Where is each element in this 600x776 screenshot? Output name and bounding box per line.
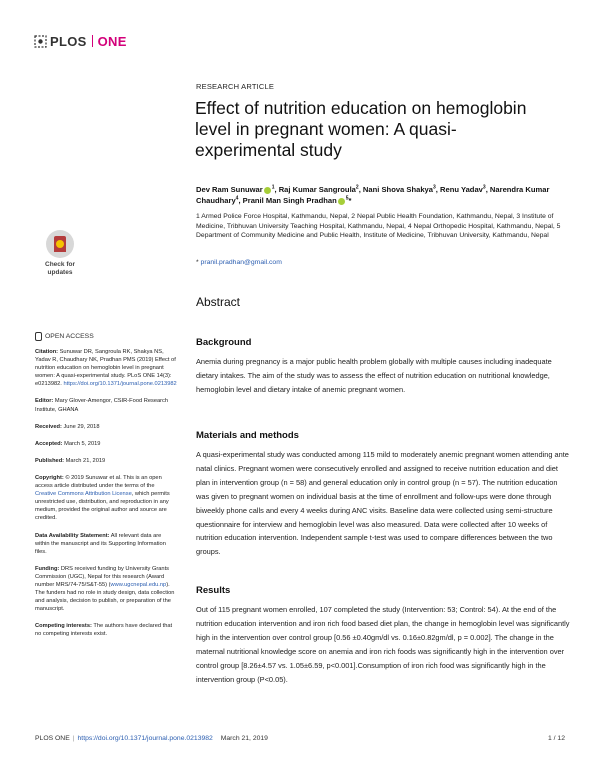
- page-footer: [35, 735, 565, 742]
- copyright-text-cont: , which permits unrestricted use, distribution, and reproduction in any medium, provided the original author and source are credited.: [35, 491, 170, 522]
- logo-divider: [92, 35, 93, 47]
- page-number: 1 / 12: [547, 735, 565, 742]
- abstract-background: [196, 337, 572, 397]
- funding-text: DRS received funding by University Grants Commission (UGC), Nepal for this research (Award number MRS/74-75/S&T-55) (: [35, 565, 170, 588]
- copyright: [35, 474, 177, 523]
- data-availability-label: Data Availability Statement:: [35, 532, 110, 539]
- copyright-label: Copyright:: [35, 474, 64, 481]
- article-title: Effect of nutrition education on hemoglobin level in pregnant women: A quasi-experimental study: [195, 98, 527, 160]
- competing-interests: [35, 622, 177, 638]
- methods-text: A quasi-experimental study was conducted among 115 mild to moderately anemic pregnant women attending ante natal clinics. Pregnant women were consecutively enrolled and assigned to receive nutrition education and diet plan in intervention group (n = 58) and general education only in control group (n = 57). The nutrition education was given to pregnant women on individual basis at the time of enrollment and follow-ups were done through biweekly phone calls and every 4 weeks during ANC visits. Baseline data were collected using semi-structure questionnaire for interview and hemoglobin level was also measured. Data were collected after 10 weeks of nutrition education intervention. Independent sample t-test was used to compare differences between the two groups.: [196, 450, 569, 557]
- article-info-sidebar: [35, 348, 177, 648]
- footer-journal: PLOS ONE: [35, 735, 70, 742]
- accepted: [35, 440, 177, 448]
- competing-label: Competing interests:: [35, 623, 92, 630]
- open-access-text: OPEN ACCESS: [45, 333, 94, 340]
- funding-label: Funding:: [35, 565, 60, 572]
- citation-text: Sunuwar DR, Sangroula RK, Shakya NS, Yadav R, Chaudhary NK, Pradhan PMS (2019) Effect of nutrition education on hemoglobin level in pregnant women: A quasi-experimental study. PLoS ONE 14(3): e0213982.: [35, 349, 176, 388]
- published: [35, 457, 177, 465]
- accepted-date: March 5, 2019: [62, 440, 101, 447]
- background-text: Anemia during pregnancy is a major public health problem globally with multiple causes including inadequate dietary intakes. The aim of the study was to assess the effect of nutrition education on nutritional knowledge, hemoglobin level and dietary intake of anemic pregnant women.: [196, 357, 552, 394]
- editor-label: Editor:: [35, 398, 54, 405]
- editor-text: Mary Glover-Amengor, CSIR-Food Research Institute, GHANA: [35, 398, 169, 413]
- received: [35, 423, 177, 431]
- author-list[interactable]: Dev Ram Sunuwar $^1$, Raj Kumar Sangroula$^2$, Nani Shova Shakya$^3$, Renu Yadav$^3$, Narendra Kumar Chaudhary$^4$, Pranil Man Singh Pradhan $^5$*: [196, 184, 550, 205]
- funding-text-cont: ). The funders had no role in study design, data collection and analysis, decision to publish, or preparation of the manuscript.: [35, 581, 175, 613]
- abstract-methods: [196, 430, 572, 559]
- footer-separator-2: [216, 735, 218, 742]
- results-heading: Results: [196, 585, 231, 596]
- footer-left: [35, 735, 548, 742]
- data-availability-text: All relevant data are within the manuscript and its Supporting Information files.: [35, 532, 166, 555]
- citation: [35, 348, 177, 388]
- article-type: RESEARCH ARTICLE: [196, 82, 275, 91]
- editor: [35, 397, 177, 413]
- citation-doi-link[interactable]: https://doi.org/10.1371/journal.pone.0213982: [63, 381, 177, 388]
- check-updates-label: Check for updates: [45, 261, 75, 276]
- check-for-updates-badge[interactable]: [36, 230, 84, 286]
- copyright-text: © 2019 Sunuwar et al. This is an open access article distributed under the terms of the: [35, 474, 162, 490]
- email-marker: *: [196, 259, 201, 266]
- competing-text: The authors have declared that no competing interests exist.: [35, 623, 173, 638]
- open-access-label: [35, 332, 94, 341]
- license-link[interactable]: Creative Commons Attribution License: [35, 491, 132, 498]
- check-updates-icon: [46, 230, 74, 258]
- affiliations: 1 Armed Police Force Hospital, Kathmandu, Nepal, 2 Nepal Public Health Foundation, Kathmandu, Nepal, 3 Institute of Medicine, Tribhuvan University Teaching Hospital, Kathmandu, Nepal, 4 Nepal Orthopedic Hospital, Kathmandu, Nepal, 5 Department of Community Medicine and Public Health, Institute of Medicine, Tribhuvan University, Kathmandu, Nepal: [196, 213, 561, 239]
- footer-date: March 21, 2019: [220, 735, 268, 742]
- footer-separator: |: [72, 735, 75, 742]
- funding-link[interactable]: www.ugcnepal.edu.np: [110, 581, 167, 588]
- plos-logo-icon: [34, 35, 47, 48]
- background-heading: Background: [196, 337, 252, 348]
- plos-one-logo[interactable]: [34, 33, 127, 49]
- received-date: June 29, 2018: [61, 423, 100, 430]
- corresponding-email: [196, 259, 282, 266]
- logo-one-text: ONE: [97, 33, 127, 49]
- results-text: Out of 115 pregnant women enrolled, 107 completed the study (Intervention: 53; Control: 54). At the end of the nutrition education intervention and iron rich food based diet plan, the change in hemoglobin level was significantly high in the intervention over control group [0.56 ±0.40gm/dl vs. 0.16±0.82gm/dl, p = 0.002]. The change in the maternal nutritional knowledge score on anemia and iron rich foods was significantly high in the intervention over control group [8.26±4.57 vs. 1.05±6.59, p<0.001].Consumption of iron rich food was significantly high in the intervention group (P<0.05).: [196, 605, 570, 684]
- published-label: Published:: [35, 457, 65, 464]
- funding: [35, 565, 177, 614]
- logo-plos-text: PLOS: [50, 33, 87, 49]
- email-link[interactable]: pranil.pradhan@gmail.com: [200, 259, 282, 266]
- data-availability: [35, 532, 177, 556]
- accepted-label: Accepted:: [35, 440, 63, 447]
- received-label: Received:: [35, 423, 62, 430]
- open-lock-icon: [35, 332, 42, 341]
- abstract-results: [196, 585, 572, 686]
- methods-heading: Materials and methods: [196, 430, 299, 441]
- footer-doi-link[interactable]: https://doi.org/10.1371/journal.pone.0213982: [77, 735, 213, 742]
- citation-label: Citation:: [35, 349, 59, 355]
- published-date: March 21, 2019: [64, 457, 106, 464]
- abstract-heading: Abstract: [196, 295, 241, 309]
